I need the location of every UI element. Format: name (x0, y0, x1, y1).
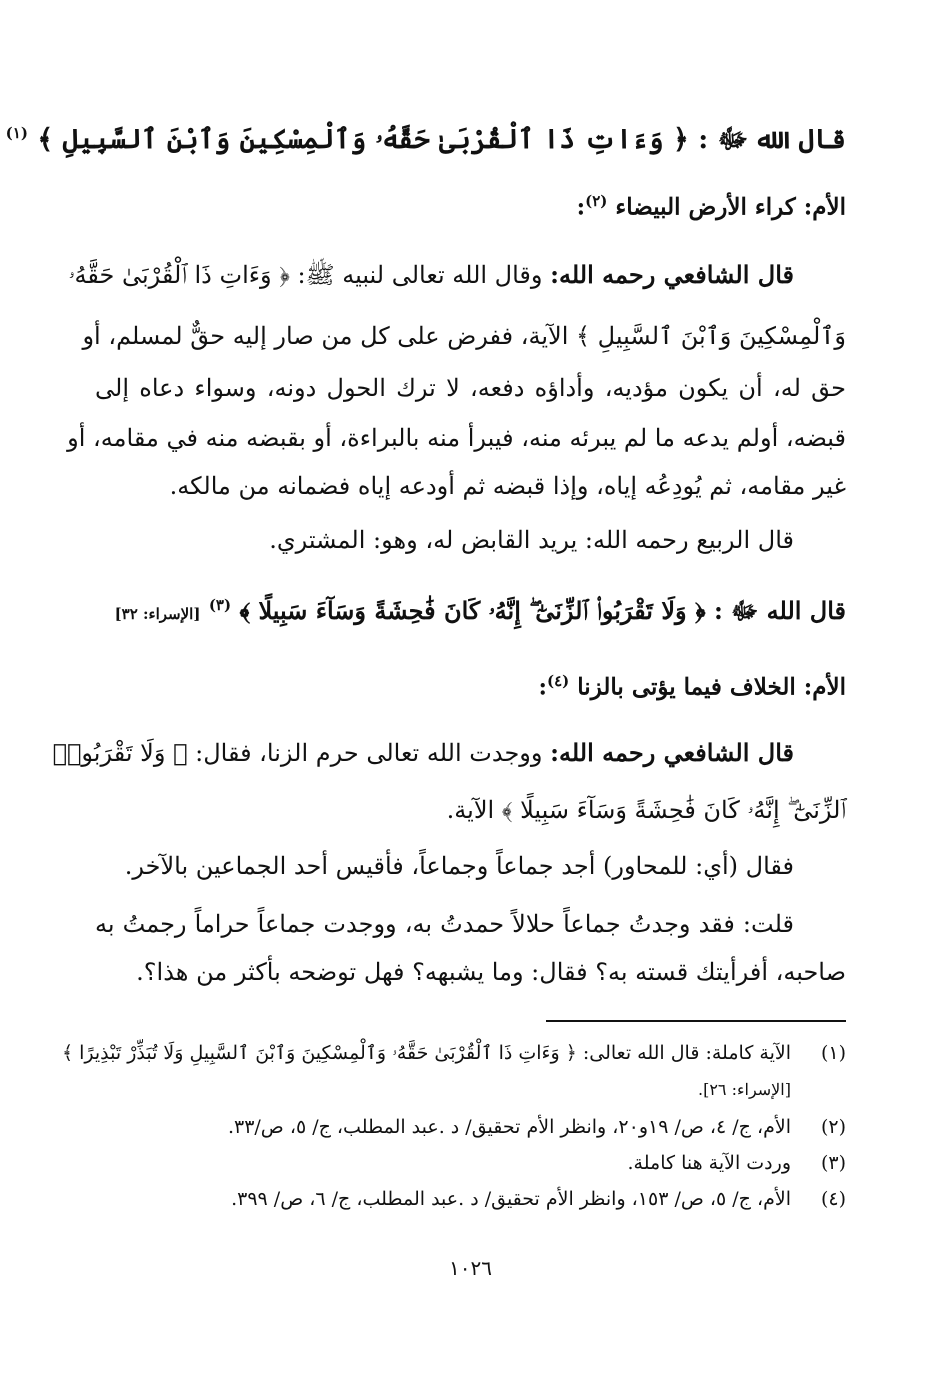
verse-intro: قال الله ﷻ : (688, 124, 846, 155)
quran-verse: ﴿ وَءَاتِ ذَا ٱلْقُرْبَىٰ حَقَّهُۥ وَٱلْمِسْكِينَ وَٱبْنَ ٱلسَّبِيلِ ﴾ (37, 124, 689, 155)
verse-line-1 (5, 122, 846, 162)
section-heading-1 (95, 192, 846, 221)
page-number: ١٠٢٦ (449, 1256, 492, 1280)
footnote-text: وردت الآية هنا كاملة. (627, 1152, 791, 1174)
footnote-marker: (٤) (547, 672, 570, 690)
footnote-number: (١) (820, 1042, 846, 1064)
paragraph-2-line-2: ٱلزِّنَىٰٓ ۖ إِنَّهُۥ كَانَ فَٰحِشَةً وَسَآءَ سَبِيلًا ﴾ الآية. (446, 796, 846, 824)
footnote-1 (61, 1042, 846, 1064)
paragraph-4-line-1: قلت: فقد وجدتُ جماعاً حلالاً حمدتُ به، ووجدت جماعاً حراماً رجمتُ به (95, 910, 794, 938)
paragraph-4-line-2: صاحبه، أفرأيتك قسته به؟ فقال: وما يشبهه؟ فهل توضحه بأكثر من هذا؟. (136, 958, 846, 986)
heading-text: الأم: كراء الأرض البيضاء (615, 193, 846, 221)
footnote-number: (٣) (820, 1152, 846, 1174)
heading-colon: : (538, 673, 547, 701)
footnote-separator (546, 1020, 846, 1022)
paragraph-text: ووجدت الله تعالى حرم الزنا، فقال: ﴿ وَلَا تَقْرَبُوا۟ (52, 739, 551, 767)
heading-colon: : (576, 193, 586, 221)
paragraph-1-line-2: وَٱلْمِسْكِينَ وَٱبْنَ ٱلسَّبِيلِ ﴾ الآية، ففرض على كل من صار إليه حقٌّ لمسلم، أو (82, 322, 846, 350)
footnote-3 (95, 1152, 846, 1174)
footnote-text: الأم، ج/ ٥، ص/ ١٥٣، وانظر الأم تحقيق/ د .عبد المطلب، ج/ ٦، ص/ ٣٩٩. (231, 1188, 791, 1210)
paragraph-1-line-5: غير مقامه، ثم يُودِعُه إياه، وإذا قبضه ثم أودعه إياه فضمانه من مالكه. (169, 472, 846, 500)
verse-line-2 (100, 596, 846, 631)
quran-verse: ﴿ وَلَا تَقْرَبُوا۟ ٱلزِّنَىٰٓ ۖ إِنَّهُۥ كَانَ فَٰحِشَةً وَسَآءَ سَبِيلًا ﴾ (239, 596, 706, 625)
section-heading-2 (95, 672, 846, 701)
footnote-marker: (٢) (585, 192, 608, 210)
paragraph-2-line-1 (52, 738, 846, 767)
paragraph-1-line-4: قبضه، أولم يدعه ما لم يبرئه منه، فيبرأ منه بالبراءة، أو بقبضه منه في مقامه، أو (67, 424, 846, 452)
speaker-label: قال الشافعي رحمه الله: (550, 738, 794, 767)
paragraph-1-line-1 (68, 260, 846, 295)
paragraph-3: فقال (أي: للمحاور) أجد جماعاً وجماعاً، فأقيس أحد الجماعين بالآخر. (124, 852, 794, 880)
footnote-marker: (٣) (208, 596, 232, 614)
footnote-1-continuation: [الإسراء: ٢٦]. (697, 1080, 791, 1099)
footnote-4 (95, 1188, 846, 1210)
footnote-text: الآية كاملة: قال الله تعالى: ﴿ وَءَاتِ ذَا ٱلْقُرْبَىٰ حَقَّهُۥ وَٱلْمِسْكِينَ وَٱبْنَ ٱلسَّبِيلِ وَلَا تُبَذِّرْ تَبْذِيرًا ﴾ (61, 1042, 791, 1064)
footnote-2 (95, 1116, 846, 1138)
verse-reference: [الإسراء: ٣٢] (114, 605, 201, 623)
heading-text: الأم: الخلاف فيما يؤتى بالزنا (577, 673, 846, 701)
speaker-label: قال الشافعي رحمه الله: (550, 260, 794, 289)
footnote-marker: (١) (5, 124, 28, 142)
footnote-number: (٤) (820, 1188, 846, 1210)
paragraph-1-line-3: حق له، أن يكون مؤديه، وأداؤه دفعه، لا ترك الحول دونه، وسواء دعاه إلى (95, 374, 847, 402)
footnote-number: (٢) (820, 1116, 846, 1138)
verse-intro: قال الله ﷻ : (705, 596, 846, 625)
paragraph-text: وقال الله تعالى لنبيه ﷺ: ﴿ وَءَاتِ ذَا ٱلْقُرْبَىٰ حَقَّهُۥ (68, 261, 551, 289)
rabi-statement: قال الربيع رحمه الله: يريد القابض له، وهو: المشتري. (269, 526, 794, 554)
footnote-text: الأم، ج/ ٤، ص/ ١٩و٢٠، وانظر الأم تحقيق/ د .عبد المطلب، ج/ ٥، ص/٣٣. (227, 1116, 791, 1138)
